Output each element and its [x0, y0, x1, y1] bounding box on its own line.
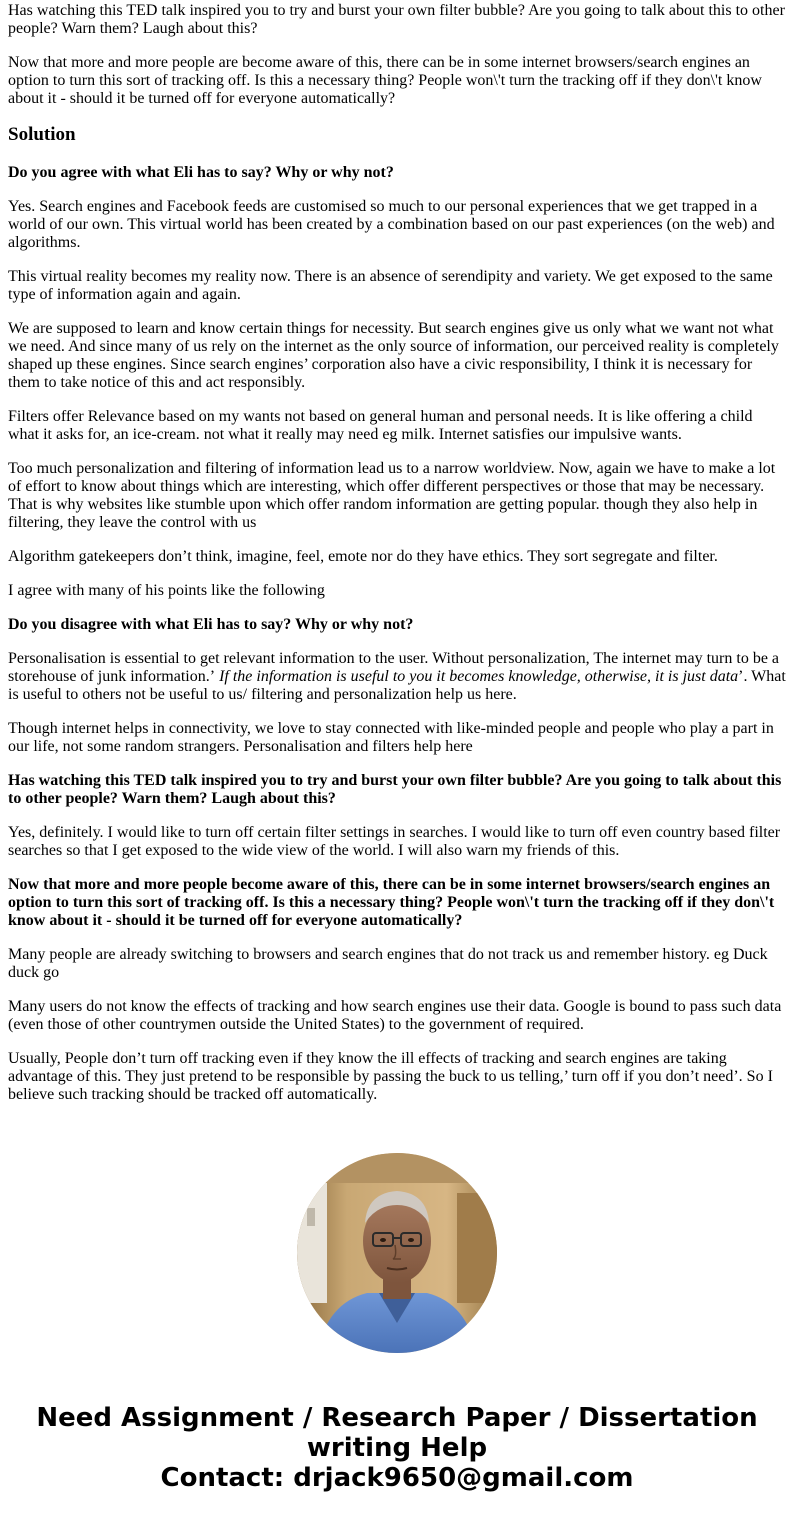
person-photo-icon: [297, 1153, 497, 1353]
question-1-heading: Do you agree with what Eli has to say? Why or why not?: [8, 164, 394, 181]
question-3-heading: Has watching this TED talk inspired you to try and burst your own filter bubble? Are you going to talk about this to other people? Warn them? Laugh about this?: [8, 772, 782, 807]
answer-2-paragraph-1: [8, 650, 786, 704]
answer-2-quote: If the information is useful to you it becomes knowledge, otherwise, it is just data: [215, 668, 739, 685]
answer-2-text-c: ’. What is useful to others not be useful to us/ filtering and personalization help us here.: [8, 668, 786, 703]
intro-question-4: Now that more and more people are become aware of this, there can be in some internet browsers/search engines an option to turn this sort of tracking off. Is this a necessary thing? People won\'t turn the tracking off if they don\'t know about it - should it be turned off for everyone automatically?: [8, 54, 762, 107]
cta-line-1: Need Assignment / Research Paper / Dissertation: [36, 1403, 758, 1433]
solution-heading: Solution: [8, 124, 76, 145]
answer-1-paragraph-7: I agree with many of his points like the following: [8, 582, 325, 599]
contact-banner: [0, 1403, 794, 1493]
answer-4-paragraph-2: Many users do not know the effects of tracking and how search engines use their data. Google is bound to pass such data (even those of other countrymen outside the United States) to the government of required.: [8, 998, 782, 1033]
answer-1-paragraph-6: Algorithm gatekeepers don’t think, imagine, feel, emote nor do they have ethics. They sort segregate and filter.: [8, 548, 718, 565]
answer-1-paragraph-1: Yes. Search engines and Facebook feeds are customised so much to our personal experiences that we get trapped in a world of our own. This virtual world has been created by a combination based on our past experiences (on the web) and algorithms.: [8, 198, 775, 251]
answer-1-paragraph-4: Filters offer Relevance based on my wants not based on general human and personal needs. It is like offering a child what it asks for, an ice-cream. not what it really may need eg milk. Internet satisfies our impulsive wants.: [8, 408, 753, 443]
intro-question-3: Has watching this TED talk inspired you to try and burst your own filter bubble? Are you going to talk about this to other people? Warn them? Laugh about this?: [8, 2, 785, 37]
answer-4-paragraph-1: Many people are already switching to browsers and search engines that do not track us and remember history. eg Duck duck go: [8, 946, 768, 981]
article-content: [8, 2, 786, 1120]
answer-1-paragraph-3: We are supposed to learn and know certain things for necessity. But search engines give us only what we want not what we need. And since many of us rely on the internet as the only source of information, our perceived reality is completely shaped up these engines. Since search engines’ corporation also have a civic responsibility, I think it is necessary for them to take notice of this and act responsibly.: [8, 320, 779, 391]
answer-1-paragraph-2: This virtual reality becomes my reality now. There is an absence of serendipity and variety. We get exposed to the same type of information again and again.: [8, 268, 773, 303]
cta-line-2: writing Help: [306, 1433, 488, 1463]
answer-3-paragraph-1: Yes, definitely. I would like to turn off certain filter settings in searches. I would like to turn off even country based filter searches so that I get exposed to the wide view of the world. I will also warn my friends of this.: [8, 824, 781, 859]
question-2-heading: Do you disagree with what Eli has to say? Why or why not?: [8, 616, 414, 633]
question-4-heading: Now that more and more people become aware of this, there can be in some internet browsers/search engines an option to turn this sort of tracking off. Is this a necessary thing? People won\'t turn the tracking off if they don\'t know about it - should it be turned off for everyone automatically?: [8, 876, 775, 929]
answer-4-paragraph-3: Usually, People don’t turn off tracking even if they know the ill effects of tracking and search engines are taking advantage of this. They just pretend to be responsible by passing the buck to us telling,’ turn off if you don’t need’. So I believe such tracking should be tracked off automatically.: [8, 1050, 773, 1103]
answer-2-paragraph-2: Though internet helps in connectivity, we love to stay connected with like-minded people and people who play a part in our life, not some random strangers. Personalisation and filters help here: [8, 720, 774, 755]
cta-line-3: Contact: drjack9650@gmail.com: [160, 1463, 634, 1493]
answer-2-text-a: Personalisation is essential to get relevant information to the user. Without personalization, The internet may turn to be a storehouse of junk information.’: [8, 650, 780, 685]
answer-1-paragraph-5: Too much personalization and filtering of information lead us to a narrow worldview. Now, again we have to make a lot of effort to know about things which are interesting, which offer different perspectives or those that may be necessary. That is why websites like stumble upon which offer random information are getting popular. though they also help in filtering, they leave the control with us: [8, 460, 776, 531]
